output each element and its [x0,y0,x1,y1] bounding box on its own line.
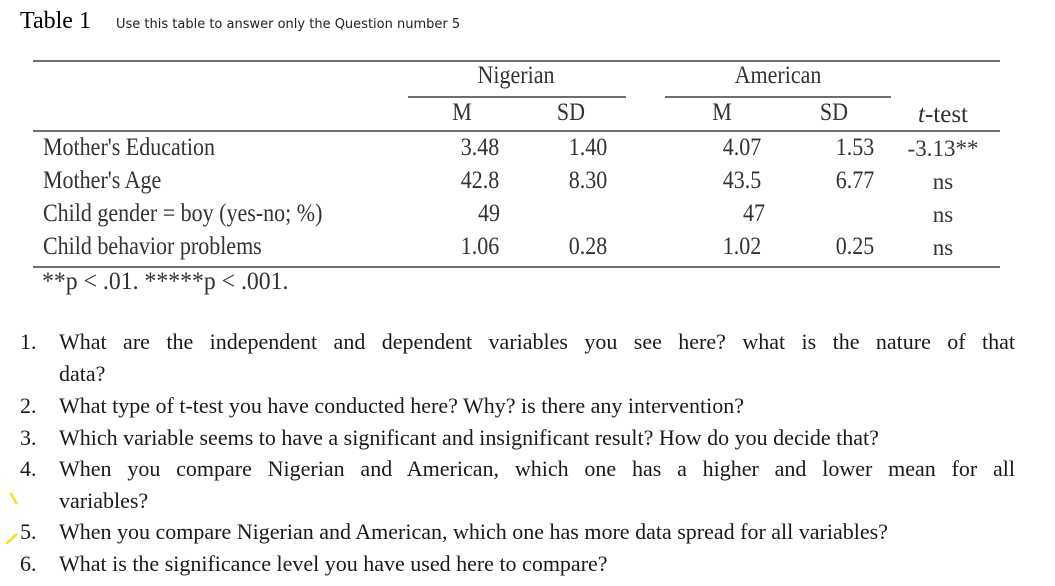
nigerian-underline [408,96,626,98]
question-number: 5. [20,519,37,544]
row-label: Child gender = boy (yes-no; %) [43,200,323,227]
question-number: 6. [20,551,37,576]
question-text: Which variable seems to have a significant and insignificant result? How do you decide that? [59,425,879,450]
cell-ttest: ns [932,169,954,194]
cell-nigerian-m: 3.48 [460,134,500,161]
question-text: What is the significance level you have used here to compare? [59,551,608,576]
question-text: What are the independent and dependent variables you see here? what is the nature of that [59,329,1015,354]
cell-american-m: 47 [743,200,765,227]
row-label: Mother's Age [43,167,162,194]
subheader-nigerian-m: M [452,99,472,126]
subheader-american-sd: SD [819,99,849,126]
cell-nigerian-m: 49 [478,200,500,227]
question-text: What type of t-test you have conducted here? Why? is there any intervention? [59,393,744,418]
subheader-ttest: t-test [918,101,968,128]
subheader-nigerian-sd: SD [556,99,586,126]
highlight-pen-mark-icon [3,488,31,548]
row-label: Mother's Education [43,134,215,161]
cell-american-sd: 6.77 [835,167,875,194]
cell-ttest: ns [932,202,954,227]
cell-nigerian-m: 1.06 [460,233,500,260]
cell-nigerian-sd: 1.40 [568,134,608,161]
question-text: data? [59,361,106,386]
american-underline [665,96,891,98]
cell-nigerian-sd: 0.28 [568,233,608,260]
cell-nigerian-m: 42.8 [460,167,500,194]
question-text: When you compare Nigerian and American, which one has a higher and lower mean for all [59,456,1015,481]
question-number: 2. [20,393,37,418]
cell-american-sd: 1.53 [835,134,875,161]
question-number: 4. [20,456,37,481]
subheader-american-m: M [712,99,732,126]
table-note: Use this table to answer only the Question number 5 [116,17,461,32]
question-number: 3. [20,425,37,450]
table-footnote: **p < .01. *****p < .001. [42,268,289,295]
cell-american-m: 43.5 [722,167,762,194]
cell-american-m: 4.07 [722,134,762,161]
cell-american-sd: 0.25 [835,233,875,260]
question-text: variables? [59,488,149,513]
cell-nigerian-sd: 8.30 [568,167,608,194]
header-bottom-rule [33,130,1000,132]
cell-ttest: ns [932,235,954,260]
cell-american-m: 1.02 [722,233,762,260]
table-label: Table 1 [20,8,91,34]
question-text: When you compare Nigerian and American, which one has more data spread for all variables? [59,519,888,544]
row-label: Child behavior problems [43,233,262,260]
question-number: 1. [20,329,37,354]
group-header-nigerian: Nigerian [477,62,555,89]
group-header-american: American [734,62,822,89]
cell-ttest: -3.13** [907,136,979,161]
